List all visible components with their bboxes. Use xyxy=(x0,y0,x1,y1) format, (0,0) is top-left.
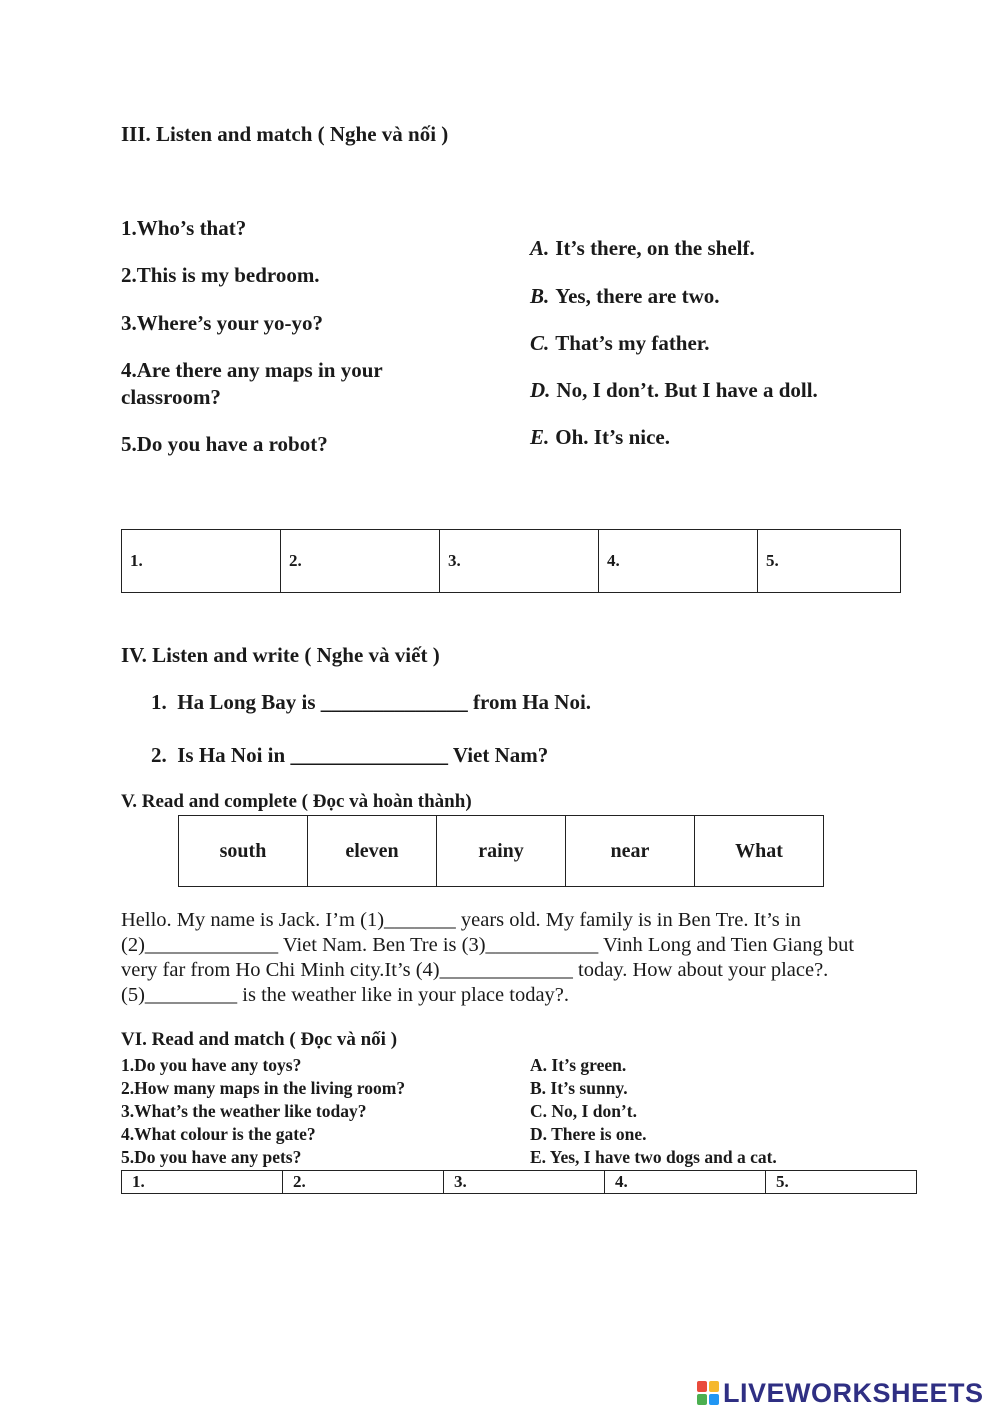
liveworksheets-logo xyxy=(697,1378,984,1408)
s3-question-4: 4.Are there any maps in your xyxy=(121,358,383,382)
s6-answer-c: C. No, I don’t. xyxy=(530,1101,637,1121)
s3-answer-b: B. Yes, there are two. xyxy=(530,284,720,308)
s3-grid-cell-3[interactable]: 3. xyxy=(440,530,599,593)
s6-grid-cell-2[interactable]: 2. xyxy=(283,1171,444,1194)
logo-grid-icon xyxy=(697,1381,719,1405)
logo-text: LIVEWORKSHEETS xyxy=(723,1377,984,1408)
s3-grid-cell-1[interactable]: 1. xyxy=(122,530,281,593)
s3-question-2: 2.This is my bedroom. xyxy=(121,263,320,287)
s3-answer-d: D. No, I don’t. But I have a doll. xyxy=(530,378,818,402)
word-eleven: eleven xyxy=(308,816,437,887)
s6-question-4: 4.What colour is the gate? xyxy=(121,1124,316,1144)
s4-item-2: 2. Is Ha Noi in _______________ Viet Nam? xyxy=(151,743,549,767)
s6-question-2: 2.How many maps in the living room? xyxy=(121,1078,406,1098)
section-6-title: VI. Read and match ( Đọc và nối ) xyxy=(121,1029,398,1050)
section-5-title: V. Read and complete ( Đọc và hoàn thành) xyxy=(121,791,472,812)
s6-grid-cell-5[interactable]: 5. xyxy=(766,1171,917,1194)
s6-grid-cell-4[interactable]: 4. xyxy=(605,1171,766,1194)
s6-answer-e: E. Yes, I have two dogs and a cat. xyxy=(530,1147,777,1167)
word-near: near xyxy=(566,816,695,887)
s6-grid-cell-3[interactable]: 3. xyxy=(444,1171,605,1194)
s6-answer-d: D. There is one. xyxy=(530,1124,647,1144)
s3-answer-grid xyxy=(121,529,901,593)
s4-item-1: 1. Ha Long Bay is ______________ from Ha Noi. xyxy=(151,690,592,714)
s6-question-1: 1.Do you have any toys? xyxy=(121,1055,302,1075)
word-south: south xyxy=(179,816,308,887)
section-4-title: IV. Listen and write ( Nghe và viết ) xyxy=(121,643,440,667)
s5-paragraph: Hello. My name is Jack. I’m (1)_______ years old. My family is in Ben Tre. It’s in (2)_____________ Viet Nam. Ben Tre is (3)___________ Vinh Long and Tien Giang but very far from Ho Chi Minh city.It’s (4)_____________ today. How about your place?. (5)_________ is the weather like in your place today?. xyxy=(121,909,855,1006)
s6-answer-a: A. It’s green. xyxy=(530,1055,627,1075)
s3-question-4-cont: classroom? xyxy=(121,385,221,409)
s6-question-3: 3.What’s the weather like today? xyxy=(121,1101,367,1121)
word-rainy: rainy xyxy=(437,816,566,887)
s6-grid-cell-1[interactable]: 1. xyxy=(122,1171,283,1194)
s3-question-5: 5.Do you have a robot? xyxy=(121,432,328,456)
s3-grid-cell-2[interactable]: 2. xyxy=(281,530,440,593)
s3-question-3: 3.Where’s your yo-yo? xyxy=(121,311,324,335)
s6-answer-grid xyxy=(121,1170,917,1194)
s3-answer-e: E. Oh. It’s nice. xyxy=(530,425,670,449)
s3-grid-cell-5[interactable]: 5. xyxy=(758,530,901,593)
s6-answer-b: B. It’s sunny. xyxy=(530,1078,628,1098)
word-box xyxy=(178,815,824,887)
s3-answer-c: C. That’s my father. xyxy=(530,331,710,355)
section-3-title: III. Listen and match ( Nghe và nối ) xyxy=(121,122,449,146)
s3-grid-cell-4[interactable]: 4. xyxy=(599,530,758,593)
s3-question-1: 1.Who’s that? xyxy=(121,216,247,240)
s6-question-5: 5.Do you have any pets? xyxy=(121,1147,302,1167)
s3-answer-a: A. It’s there, on the shelf. xyxy=(530,236,755,260)
word-what: What xyxy=(695,816,824,887)
